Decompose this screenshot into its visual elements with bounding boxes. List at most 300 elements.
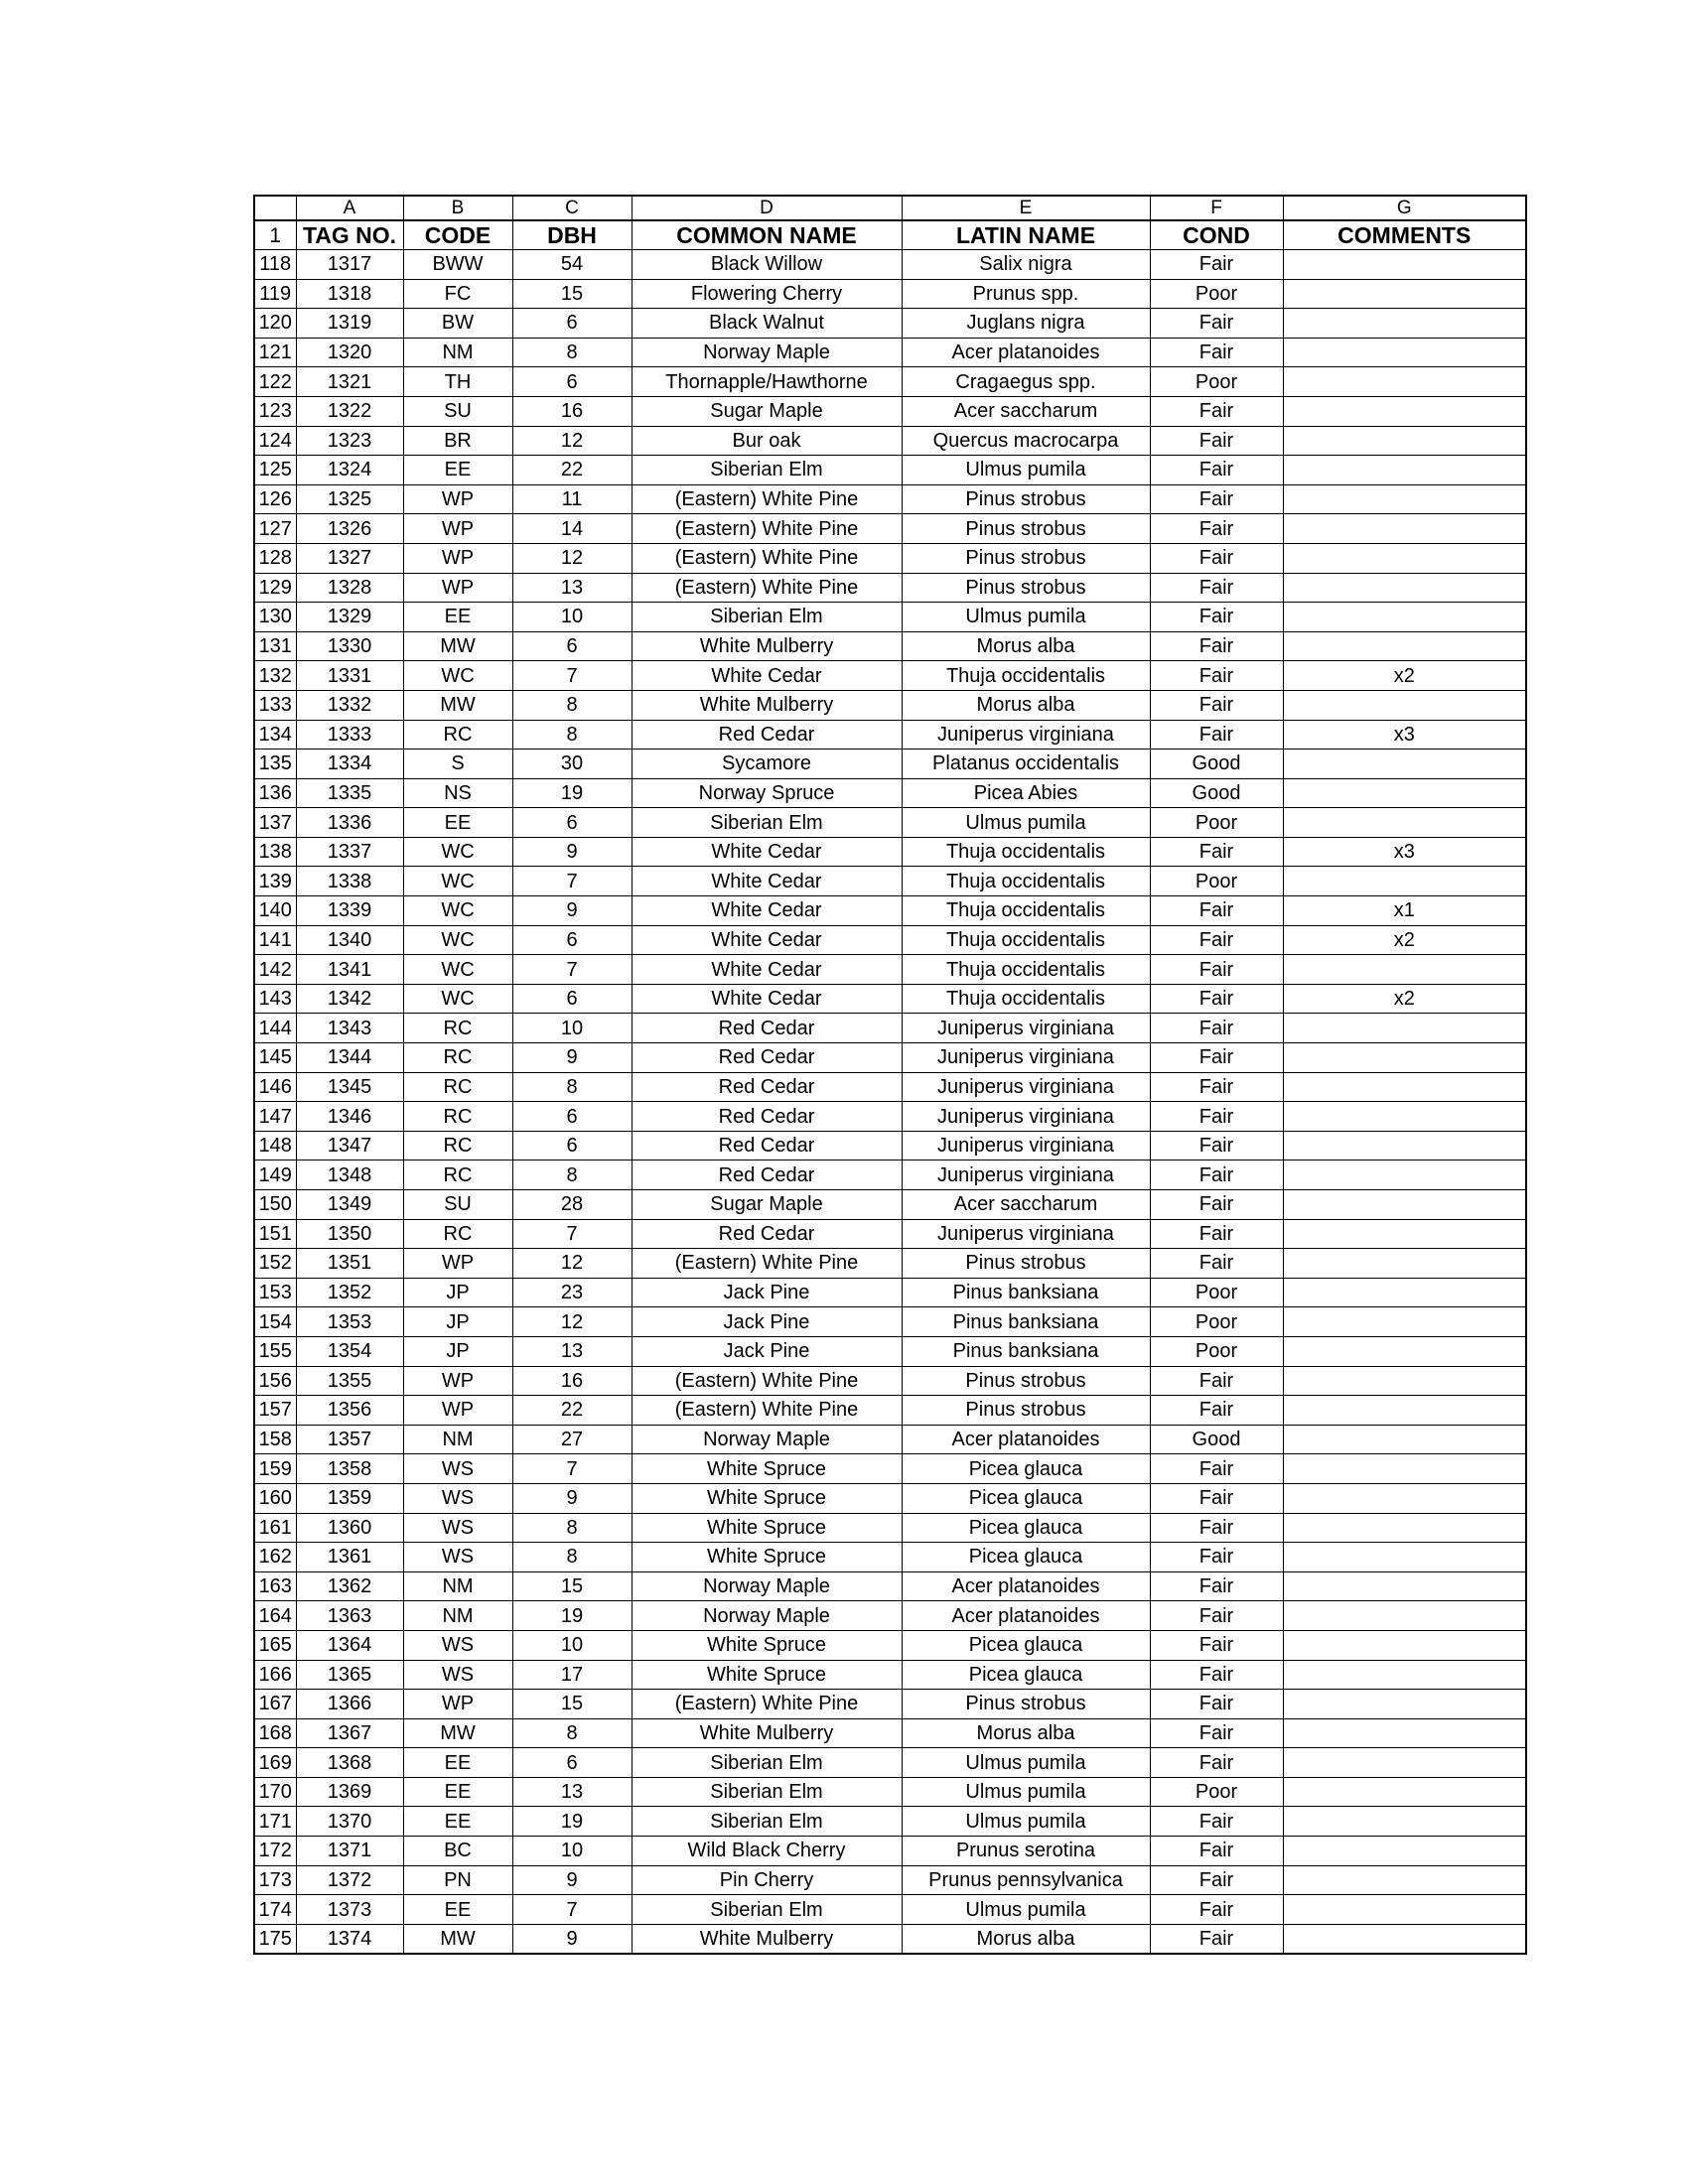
row-number: 147: [254, 1102, 296, 1132]
cell-cond: Fair: [1150, 925, 1283, 955]
header-cond: COND: [1150, 220, 1283, 250]
cell-common-name: Siberian Elm: [632, 456, 902, 485]
cell-common-name: White Spruce: [632, 1513, 902, 1543]
cell-dbh: 54: [512, 250, 632, 280]
cell-common-name: Red Cedar: [632, 1014, 902, 1043]
table-row: [254, 1660, 1526, 1690]
table-row: [254, 955, 1526, 985]
cell-code: WP: [403, 573, 512, 603]
header-code: CODE: [403, 220, 512, 250]
cell-common-name: Thornapple/Hawthorne: [632, 367, 902, 397]
cell-latin-name: Ulmus pumila: [902, 603, 1150, 632]
cell-latin-name: Juniperus virginiana: [902, 1043, 1150, 1073]
cell-cond: Fair: [1150, 1718, 1283, 1748]
cell-code: PN: [403, 1865, 512, 1895]
row-number: 126: [254, 484, 296, 514]
table-row: [254, 1072, 1526, 1102]
cell-dbh: 9: [512, 1483, 632, 1513]
cell-comments: [1283, 1131, 1526, 1160]
cell-latin-name: Ulmus pumila: [902, 1807, 1150, 1837]
cell-common-name: Siberian Elm: [632, 1748, 902, 1778]
cell-cond: Poor: [1150, 1307, 1283, 1337]
cell-dbh: 13: [512, 1777, 632, 1807]
cell-common-name: (Eastern) White Pine: [632, 1249, 902, 1279]
cell-tag-no: 1369: [296, 1777, 403, 1807]
cell-dbh: 14: [512, 514, 632, 544]
cell-cond: Fair: [1150, 896, 1283, 926]
table-row: [254, 925, 1526, 955]
cell-comments: [1283, 279, 1526, 309]
cell-tag-no: 1368: [296, 1748, 403, 1778]
cell-tag-no: 1324: [296, 456, 403, 485]
cell-code: RC: [403, 1014, 512, 1043]
cell-cond: Fair: [1150, 1571, 1283, 1601]
cell-latin-name: Juniperus virginiana: [902, 720, 1150, 750]
cell-latin-name: Ulmus pumila: [902, 1748, 1150, 1778]
row-number: 148: [254, 1131, 296, 1160]
row-number: 118: [254, 250, 296, 280]
cell-common-name: Norway Maple: [632, 1425, 902, 1454]
cell-code: MW: [403, 690, 512, 720]
cell-common-name: White Mulberry: [632, 631, 902, 661]
cell-cond: Fair: [1150, 396, 1283, 426]
cell-dbh: 12: [512, 543, 632, 573]
cell-common-name: Red Cedar: [632, 1102, 902, 1132]
table-row: [254, 1131, 1526, 1160]
cell-code: JP: [403, 1336, 512, 1366]
cell-code: RC: [403, 1102, 512, 1132]
cell-cond: Fair: [1150, 426, 1283, 456]
cell-cond: Fair: [1150, 1160, 1283, 1190]
row-number: 167: [254, 1690, 296, 1719]
cell-cond: Fair: [1150, 1748, 1283, 1778]
cell-tag-no: 1364: [296, 1630, 403, 1660]
cell-comments: [1283, 1014, 1526, 1043]
cell-common-name: Sugar Maple: [632, 1190, 902, 1220]
cell-comments: [1283, 456, 1526, 485]
cell-common-name: White Mulberry: [632, 1718, 902, 1748]
cell-common-name: Norway Maple: [632, 1601, 902, 1631]
cell-comments: [1283, 1924, 1526, 1954]
row-number: 130: [254, 603, 296, 632]
cell-common-name: White Cedar: [632, 661, 902, 691]
cell-code: WP: [403, 484, 512, 514]
cell-code: JP: [403, 1278, 512, 1307]
cell-code: WP: [403, 543, 512, 573]
cell-tag-no: 1352: [296, 1278, 403, 1307]
cell-code: NM: [403, 1571, 512, 1601]
cell-code: RC: [403, 1160, 512, 1190]
table-row: [254, 484, 1526, 514]
cell-cond: Poor: [1150, 808, 1283, 838]
cell-cond: Fair: [1150, 1396, 1283, 1426]
table-row: [254, 1601, 1526, 1631]
cell-comments: [1283, 1278, 1526, 1307]
cell-code: WP: [403, 1249, 512, 1279]
table-row: [254, 514, 1526, 544]
cell-comments: [1283, 750, 1526, 779]
cell-tag-no: 1331: [296, 661, 403, 691]
cell-comments: [1283, 1865, 1526, 1895]
cell-cond: Fair: [1150, 1660, 1283, 1690]
row-number: 140: [254, 896, 296, 926]
cell-dbh: 7: [512, 1219, 632, 1249]
cell-tag-no: 1334: [296, 750, 403, 779]
cell-tag-no: 1318: [296, 279, 403, 309]
cell-cond: Fair: [1150, 1630, 1283, 1660]
cell-latin-name: Thuja occidentalis: [902, 896, 1150, 926]
cell-dbh: 28: [512, 1190, 632, 1220]
table-row: [254, 1571, 1526, 1601]
cell-dbh: 8: [512, 1513, 632, 1543]
row-number: 168: [254, 1718, 296, 1748]
table-row: [254, 279, 1526, 309]
cell-code: EE: [403, 1895, 512, 1925]
cell-dbh: 8: [512, 690, 632, 720]
cell-tag-no: 1323: [296, 426, 403, 456]
cell-dbh: 11: [512, 484, 632, 514]
column-letter: A: [296, 196, 403, 220]
cell-latin-name: Pinus strobus: [902, 1396, 1150, 1426]
cell-comments: [1283, 250, 1526, 280]
cell-dbh: 6: [512, 808, 632, 838]
row-number: 173: [254, 1865, 296, 1895]
cell-dbh: 13: [512, 573, 632, 603]
cell-latin-name: Pinus strobus: [902, 1249, 1150, 1279]
cell-tag-no: 1363: [296, 1601, 403, 1631]
cell-common-name: (Eastern) White Pine: [632, 514, 902, 544]
cell-comments: [1283, 1543, 1526, 1572]
cell-common-name: Siberian Elm: [632, 1807, 902, 1837]
cell-tag-no: 1325: [296, 484, 403, 514]
cell-comments: x3: [1283, 837, 1526, 867]
table-row: [254, 1895, 1526, 1925]
cell-cond: Fair: [1150, 1014, 1283, 1043]
cell-tag-no: 1346: [296, 1102, 403, 1132]
cell-comments: [1283, 573, 1526, 603]
column-letter: E: [902, 196, 1150, 220]
cell-latin-name: Platanus occidentalis: [902, 750, 1150, 779]
cell-tag-no: 1320: [296, 338, 403, 367]
row-number: 170: [254, 1777, 296, 1807]
cell-common-name: White Spruce: [632, 1660, 902, 1690]
cell-common-name: Wild Black Cherry: [632, 1837, 902, 1866]
header-comments: COMMENTS: [1283, 220, 1526, 250]
cell-cond: Fair: [1150, 1601, 1283, 1631]
cell-common-name: (Eastern) White Pine: [632, 1690, 902, 1719]
cell-cond: Poor: [1150, 1278, 1283, 1307]
cell-cond: Good: [1150, 750, 1283, 779]
cell-cond: Fair: [1150, 1865, 1283, 1895]
table-row: [254, 896, 1526, 926]
cell-tag-no: 1355: [296, 1366, 403, 1396]
column-letter: G: [1283, 196, 1526, 220]
cell-latin-name: Juniperus virginiana: [902, 1219, 1150, 1249]
header-common-name: COMMON NAME: [632, 220, 902, 250]
cell-code: WP: [403, 1690, 512, 1719]
row-number: 124: [254, 426, 296, 456]
table-row: [254, 984, 1526, 1014]
table-row: [254, 1837, 1526, 1866]
cell-code: BR: [403, 426, 512, 456]
cell-cond: Fair: [1150, 1102, 1283, 1132]
cell-code: MW: [403, 1924, 512, 1954]
cell-dbh: 30: [512, 750, 632, 779]
cell-comments: [1283, 1454, 1526, 1484]
table-row: [254, 661, 1526, 691]
cell-code: SU: [403, 1190, 512, 1220]
table-row: [254, 543, 1526, 573]
cell-dbh: 6: [512, 1131, 632, 1160]
table-row: [254, 603, 1526, 632]
row-number: 142: [254, 955, 296, 985]
cell-latin-name: Morus alba: [902, 690, 1150, 720]
table-row: [254, 250, 1526, 280]
cell-common-name: Siberian Elm: [632, 808, 902, 838]
cell-tag-no: 1319: [296, 309, 403, 339]
cell-cond: Good: [1150, 1425, 1283, 1454]
row-number: 157: [254, 1396, 296, 1426]
cell-code: WS: [403, 1660, 512, 1690]
cell-cond: Fair: [1150, 338, 1283, 367]
cell-common-name: Siberian Elm: [632, 1895, 902, 1925]
cell-code: RC: [403, 1072, 512, 1102]
cell-comments: [1283, 426, 1526, 456]
cell-latin-name: Ulmus pumila: [902, 1895, 1150, 1925]
cell-latin-name: Pinus strobus: [902, 1366, 1150, 1396]
cell-comments: [1283, 1571, 1526, 1601]
cell-latin-name: Juniperus virginiana: [902, 1102, 1150, 1132]
cell-latin-name: Picea Abies: [902, 778, 1150, 808]
cell-common-name: (Eastern) White Pine: [632, 1366, 902, 1396]
cell-common-name: White Mulberry: [632, 1924, 902, 1954]
table-row: [254, 1249, 1526, 1279]
row-number: 153: [254, 1278, 296, 1307]
row-number: 145: [254, 1043, 296, 1073]
cell-cond: Fair: [1150, 631, 1283, 661]
cell-tag-no: 1365: [296, 1660, 403, 1690]
cell-tag-no: 1366: [296, 1690, 403, 1719]
cell-dbh: 12: [512, 1249, 632, 1279]
cell-common-name: (Eastern) White Pine: [632, 1396, 902, 1426]
table-row: [254, 1543, 1526, 1572]
cell-comments: [1283, 955, 1526, 985]
cell-comments: [1283, 484, 1526, 514]
cell-dbh: 8: [512, 1543, 632, 1572]
corner-cell: [254, 196, 296, 220]
cell-common-name: White Mulberry: [632, 690, 902, 720]
field-header-row: [254, 220, 1526, 250]
row-number: 143: [254, 984, 296, 1014]
cell-cond: Fair: [1150, 955, 1283, 985]
row-number: 163: [254, 1571, 296, 1601]
cell-dbh: 7: [512, 867, 632, 896]
cell-dbh: 19: [512, 1601, 632, 1631]
cell-dbh: 8: [512, 338, 632, 367]
table-row: [254, 1454, 1526, 1484]
cell-comments: [1283, 1807, 1526, 1837]
cell-code: RC: [403, 1043, 512, 1073]
cell-latin-name: Prunus serotina: [902, 1837, 1150, 1866]
cell-cond: Fair: [1150, 603, 1283, 632]
cell-cond: Fair: [1150, 984, 1283, 1014]
cell-latin-name: Juniperus virginiana: [902, 1131, 1150, 1160]
cell-cond: Fair: [1150, 484, 1283, 514]
cell-common-name: White Cedar: [632, 955, 902, 985]
cell-comments: [1283, 1219, 1526, 1249]
cell-code: EE: [403, 1807, 512, 1837]
cell-tag-no: 1337: [296, 837, 403, 867]
cell-common-name: (Eastern) White Pine: [632, 484, 902, 514]
table-row: [254, 1777, 1526, 1807]
table-row: [254, 367, 1526, 397]
cell-tag-no: 1349: [296, 1190, 403, 1220]
cell-comments: [1283, 1190, 1526, 1220]
cell-tag-no: 1371: [296, 1837, 403, 1866]
cell-comments: [1283, 808, 1526, 838]
cell-dbh: 15: [512, 1571, 632, 1601]
cell-latin-name: Pinus strobus: [902, 543, 1150, 573]
tree-inventory-table: [253, 195, 1527, 1955]
row-number: 125: [254, 456, 296, 485]
cell-latin-name: Ulmus pumila: [902, 808, 1150, 838]
cell-comments: [1283, 1160, 1526, 1190]
cell-common-name: Bur oak: [632, 426, 902, 456]
column-letter: D: [632, 196, 902, 220]
cell-common-name: Jack Pine: [632, 1307, 902, 1337]
cell-code: EE: [403, 1777, 512, 1807]
cell-cond: Fair: [1150, 1131, 1283, 1160]
cell-latin-name: Pinus strobus: [902, 1690, 1150, 1719]
table-row: [254, 1513, 1526, 1543]
cell-latin-name: Pinus strobus: [902, 484, 1150, 514]
cell-comments: [1283, 309, 1526, 339]
cell-latin-name: Morus alba: [902, 1718, 1150, 1748]
cell-comments: [1283, 1249, 1526, 1279]
cell-code: EE: [403, 456, 512, 485]
row-number: 161: [254, 1513, 296, 1543]
cell-common-name: Red Cedar: [632, 1160, 902, 1190]
cell-dbh: 9: [512, 896, 632, 926]
cell-code: BWW: [403, 250, 512, 280]
cell-tag-no: 1343: [296, 1014, 403, 1043]
cell-cond: Poor: [1150, 1336, 1283, 1366]
column-letter: F: [1150, 196, 1283, 220]
cell-comments: [1283, 514, 1526, 544]
cell-latin-name: Juniperus virginiana: [902, 1160, 1150, 1190]
cell-comments: [1283, 1601, 1526, 1631]
cell-common-name: Flowering Cherry: [632, 279, 902, 309]
cell-tag-no: 1330: [296, 631, 403, 661]
row-number: 166: [254, 1660, 296, 1690]
cell-code: BW: [403, 309, 512, 339]
cell-latin-name: Salix nigra: [902, 250, 1150, 280]
cell-comments: [1283, 1718, 1526, 1748]
cell-latin-name: Acer saccharum: [902, 1190, 1150, 1220]
cell-latin-name: Pinus strobus: [902, 573, 1150, 603]
cell-cond: Fair: [1150, 837, 1283, 867]
cell-code: WC: [403, 867, 512, 896]
cell-dbh: 9: [512, 1043, 632, 1073]
row-number: 132: [254, 661, 296, 691]
cell-common-name: White Spruce: [632, 1483, 902, 1513]
cell-cond: Fair: [1150, 1483, 1283, 1513]
cell-dbh: 9: [512, 1865, 632, 1895]
row-number: 134: [254, 720, 296, 750]
cell-latin-name: Cragaegus spp.: [902, 367, 1150, 397]
cell-cond: Poor: [1150, 867, 1283, 896]
table-row: [254, 1043, 1526, 1073]
cell-code: FC: [403, 279, 512, 309]
cell-tag-no: 1336: [296, 808, 403, 838]
cell-cond: Fair: [1150, 250, 1283, 280]
table-row: [254, 1219, 1526, 1249]
cell-common-name: Sugar Maple: [632, 396, 902, 426]
cell-code: RC: [403, 720, 512, 750]
cell-tag-no: 1359: [296, 1483, 403, 1513]
cell-code: WC: [403, 896, 512, 926]
cell-common-name: (Eastern) White Pine: [632, 573, 902, 603]
table-row: [254, 690, 1526, 720]
cell-tag-no: 1370: [296, 1807, 403, 1837]
cell-common-name: White Cedar: [632, 837, 902, 867]
cell-cond: Fair: [1150, 1190, 1283, 1220]
row-number: 149: [254, 1160, 296, 1190]
cell-cond: Fair: [1150, 1837, 1283, 1866]
cell-latin-name: Thuja occidentalis: [902, 925, 1150, 955]
row-number: 156: [254, 1366, 296, 1396]
cell-latin-name: Picea glauca: [902, 1454, 1150, 1484]
table-row: [254, 1718, 1526, 1748]
cell-dbh: 9: [512, 837, 632, 867]
table-row: [254, 1278, 1526, 1307]
cell-comments: [1283, 1837, 1526, 1866]
cell-cond: Poor: [1150, 279, 1283, 309]
cell-comments: [1283, 1425, 1526, 1454]
cell-dbh: 16: [512, 396, 632, 426]
cell-comments: [1283, 1102, 1526, 1132]
cell-common-name: Jack Pine: [632, 1336, 902, 1366]
table-row: [254, 750, 1526, 779]
cell-common-name: Red Cedar: [632, 1131, 902, 1160]
row-number: 122: [254, 367, 296, 397]
cell-dbh: 6: [512, 1102, 632, 1132]
cell-comments: [1283, 1895, 1526, 1925]
cell-cond: Fair: [1150, 720, 1283, 750]
cell-dbh: 15: [512, 1690, 632, 1719]
cell-dbh: 6: [512, 309, 632, 339]
cell-dbh: 8: [512, 1072, 632, 1102]
table-body: [254, 250, 1526, 1955]
cell-comments: [1283, 543, 1526, 573]
table-row: [254, 1630, 1526, 1660]
row-number: 136: [254, 778, 296, 808]
cell-comments: x2: [1283, 984, 1526, 1014]
row-number: 162: [254, 1543, 296, 1572]
cell-code: EE: [403, 1748, 512, 1778]
cell-code: WS: [403, 1630, 512, 1660]
cell-latin-name: Thuja occidentalis: [902, 867, 1150, 896]
cell-code: WP: [403, 1396, 512, 1426]
table-row: [254, 837, 1526, 867]
cell-dbh: 9: [512, 1924, 632, 1954]
cell-dbh: 6: [512, 984, 632, 1014]
row-number: 155: [254, 1336, 296, 1366]
row-number: 154: [254, 1307, 296, 1337]
cell-latin-name: Morus alba: [902, 1924, 1150, 1954]
cell-tag-no: 1362: [296, 1571, 403, 1601]
row-number: 174: [254, 1895, 296, 1925]
